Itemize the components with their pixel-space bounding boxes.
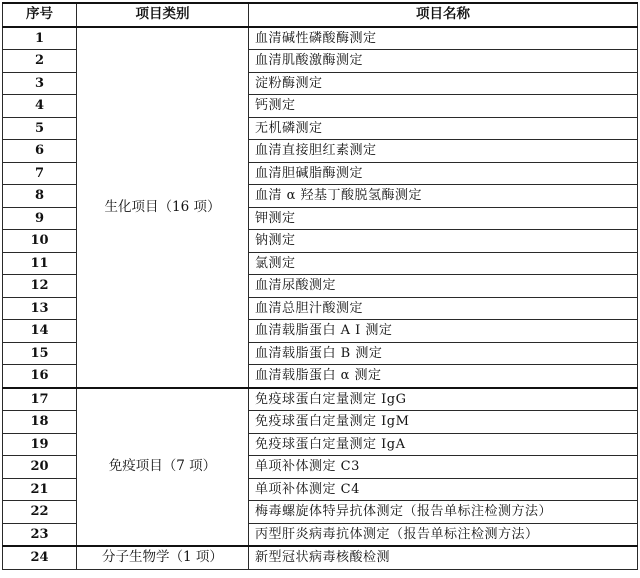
row-number: 12 — [3, 275, 77, 298]
header-category: 项目类别 — [77, 3, 249, 27]
item-name: 血清胆碱脂酶测定 — [249, 162, 638, 185]
item-name: 血清尿酸测定 — [249, 275, 638, 298]
row-number: 18 — [3, 411, 77, 434]
header-name: 项目名称 — [249, 3, 638, 27]
item-name: 单项补体测定 C3 — [249, 456, 638, 479]
item-name: 丙型肝炎病毒抗体测定（报告单标注检测方法） — [249, 523, 638, 546]
item-name: 新型冠状病毒核酸检测 — [249, 546, 638, 569]
row-number: 20 — [3, 456, 77, 479]
row-number: 17 — [3, 388, 77, 411]
header-seq: 序号 — [3, 3, 77, 27]
item-name: 淀粉酶测定 — [249, 72, 638, 95]
item-name: 血清肌酸激酶测定 — [249, 50, 638, 73]
row-number: 23 — [3, 523, 77, 546]
row-number: 22 — [3, 501, 77, 524]
row-number: 21 — [3, 478, 77, 501]
item-name: 血清 α 羟基丁酸脱氢酶测定 — [249, 185, 638, 208]
item-name: 氯测定 — [249, 252, 638, 275]
row-number: 5 — [3, 117, 77, 140]
item-name: 无机磷测定 — [249, 117, 638, 140]
row-number: 14 — [3, 320, 77, 343]
category-cell: 生化项目（16 项） — [77, 27, 249, 388]
row-number: 15 — [3, 342, 77, 365]
test-items-table — [2, 2, 638, 570]
row-number: 9 — [3, 207, 77, 230]
row-number: 16 — [3, 365, 77, 388]
item-name: 单项补体测定 C4 — [249, 478, 638, 501]
category-cell: 免疫项目（7 项） — [77, 388, 249, 547]
row-number: 3 — [3, 72, 77, 95]
row-number: 13 — [3, 297, 77, 320]
table-row — [3, 27, 638, 50]
header-row — [3, 3, 638, 27]
item-name: 钾测定 — [249, 207, 638, 230]
item-name: 血清直接胆红素测定 — [249, 140, 638, 163]
item-name: 免疫球蛋白定量测定 IgG — [249, 388, 638, 411]
row-number: 7 — [3, 162, 77, 185]
item-name: 血清碱性磷酸酶测定 — [249, 27, 638, 50]
item-name: 血清载脂蛋白 B 测定 — [249, 342, 638, 365]
item-name: 梅毒螺旋体特异抗体测定（报告单标注检测方法） — [249, 501, 638, 524]
item-name: 免疫球蛋白定量测定 IgA — [249, 433, 638, 456]
item-name: 血清载脂蛋白 A Ⅰ 测定 — [249, 320, 638, 343]
row-number: 4 — [3, 95, 77, 118]
category-cell: 分子生物学（1 项） — [77, 546, 249, 569]
row-number: 2 — [3, 50, 77, 73]
item-name: 免疫球蛋白定量测定 IgM — [249, 411, 638, 434]
row-number: 8 — [3, 185, 77, 208]
row-number: 10 — [3, 230, 77, 253]
item-name: 钙测定 — [249, 95, 638, 118]
row-number: 6 — [3, 140, 77, 163]
row-number: 11 — [3, 252, 77, 275]
table-row — [3, 388, 638, 411]
item-name: 钠测定 — [249, 230, 638, 253]
row-number: 1 — [3, 27, 77, 50]
item-name: 血清总胆汁酸测定 — [249, 297, 638, 320]
row-number: 19 — [3, 433, 77, 456]
table-row — [3, 546, 638, 569]
item-name: 血清载脂蛋白 α 测定 — [249, 365, 638, 388]
row-number: 24 — [3, 546, 77, 569]
